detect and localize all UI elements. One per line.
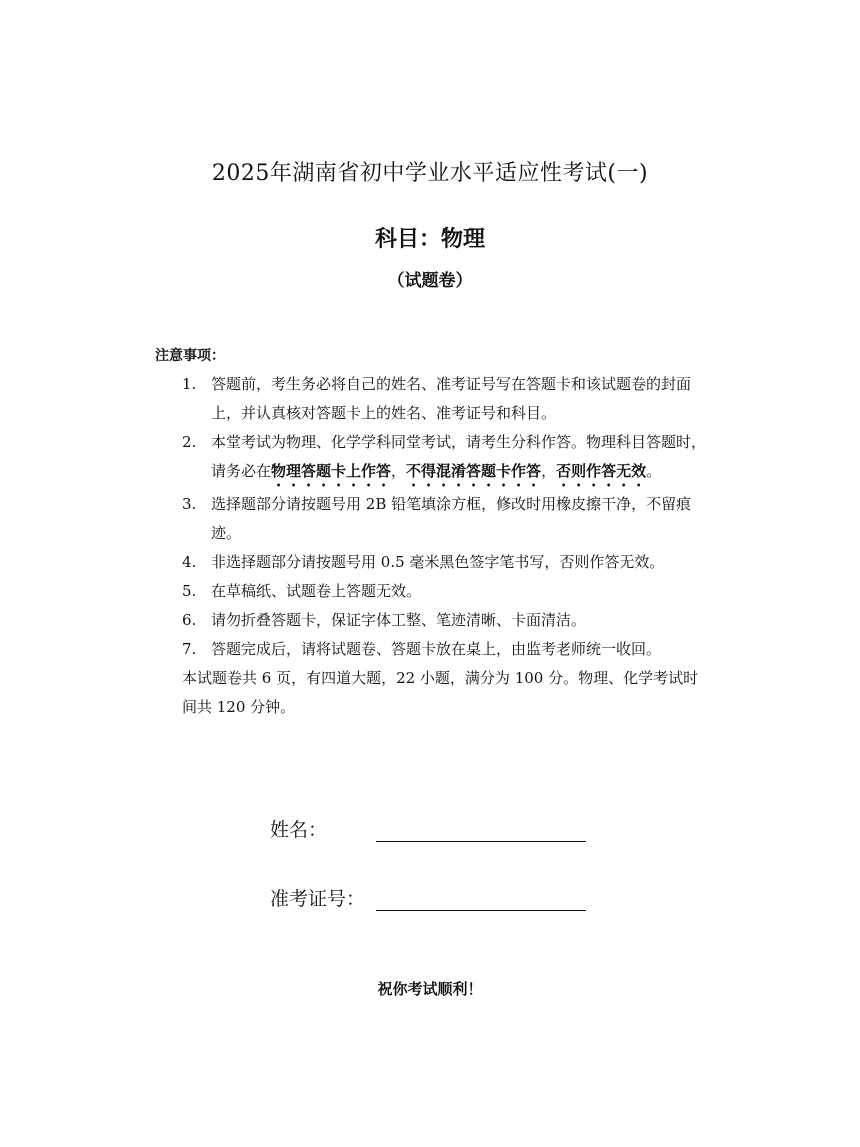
notice-item-number: 1. (182, 375, 197, 393)
name-label: 姓名： (270, 819, 328, 841)
notice-list (182, 370, 712, 722)
notice-item-text: 。 (646, 462, 662, 480)
paper-summary: 本试题卷共 6 页，有四道大题，22 小题，满分为 100 分。物理、化学考试时间共 120 分钟。 (182, 669, 699, 716)
notice-item-number: 4. (182, 553, 197, 571)
notice-item-number: 2. (182, 433, 197, 451)
name-field (270, 815, 586, 842)
notice-item-text: 选择题部分请按题号用 2B 铅笔填涂方框，修改时用橡皮擦干净，不留痕迹。 (211, 495, 692, 542)
notice-item (182, 606, 712, 635)
exam-title: 2025年湖南省初中学业水平适应性考试(一) (211, 161, 649, 186)
notice-item-text: ， (541, 462, 557, 480)
notice-item (182, 370, 712, 428)
exam-id-field (270, 884, 586, 911)
notice-item-text: 在草稿纸、试题卷上答题无效。 (211, 582, 422, 600)
notice-item-number: 5. (182, 582, 197, 600)
notice-item (182, 548, 712, 577)
notice-item-text: ， (391, 462, 407, 480)
notice-item-text: 本堂考试为物理、化学学科同堂考试，请考生分科作答。物理科目答题时，请务必在 (211, 433, 707, 480)
notice-item-text: 答题前，考生务必将自己的姓名、准考证号写在答题卡和该试题卷的封面上，并认真核对答题卡上的姓名、准考证号和科目。 (211, 375, 692, 422)
notice-item (182, 635, 712, 664)
emphasis-text: 物理答题卡上作答 (271, 462, 392, 480)
notice-item-number: 7. (182, 640, 197, 658)
emphasis-text: 不得混淆答题卡作答 (406, 462, 542, 480)
notice-item (182, 428, 712, 490)
paper-type-label: （试题卷） (387, 271, 473, 291)
notice-item (182, 490, 712, 548)
notice-item (182, 577, 712, 606)
name-input-line[interactable] (376, 823, 586, 842)
notice-item-text: 非选择题部分请按题号用 0.5 毫米黑色签字笔书写，否则作答无效。 (211, 553, 665, 571)
notice-item-text: 请勿折叠答题卡，保证字体工整、笔迹清晰、卡面清洁。 (211, 611, 587, 629)
good-luck-message: 祝你考试顺利！ (377, 980, 483, 998)
subject-heading: 科目：物理 (374, 226, 485, 252)
notice-item-number: 3. (182, 495, 197, 513)
emphasis-text: 否则作答无效 (556, 462, 647, 480)
exam-id-label: 准考证号： (270, 888, 366, 910)
notice-item-text: 答题完成后，请将试题卷、答题卡放在桌上，由监考老师统一收回。 (211, 640, 662, 658)
exam-id-input-line[interactable] (376, 892, 586, 911)
notice-item-number: 6. (182, 611, 197, 629)
notice-heading: 注意事项： (155, 348, 225, 364)
